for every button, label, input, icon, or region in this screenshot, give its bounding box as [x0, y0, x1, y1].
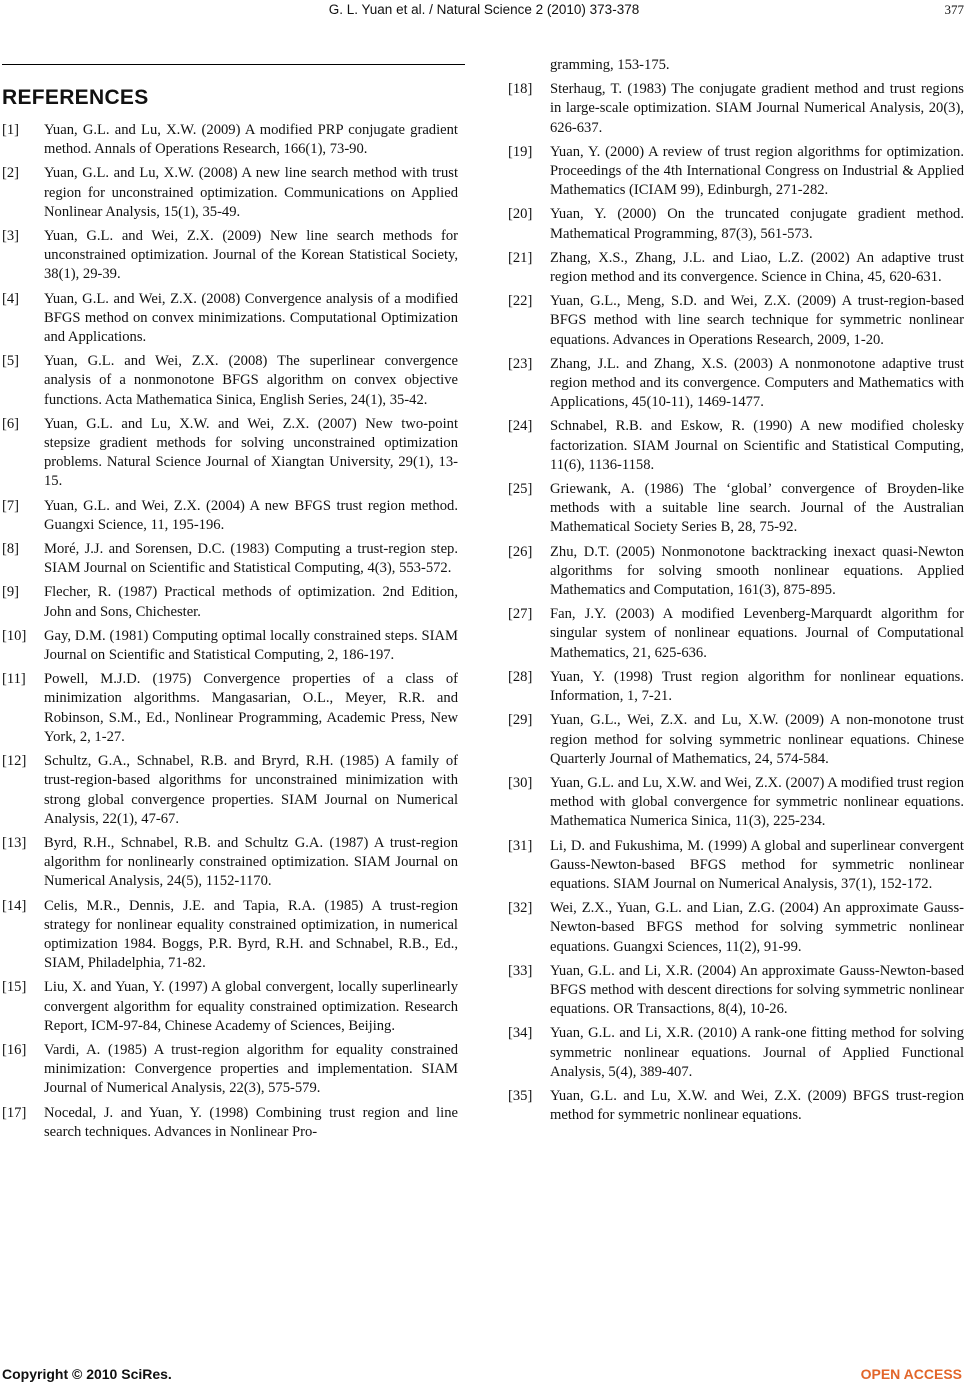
- reference-number: [31]: [508, 837, 533, 854]
- reference-text: Gay, D.M. (1981) Computing optimal locally constrained steps. SIAM Journal on Scientific and Statistical Computing, 2, 186-197.: [44, 627, 458, 664]
- reference-item: [508, 249, 964, 287]
- references-left-column: [2, 121, 458, 1147]
- reference-text: Yuan, G.L. and Li, X.R. (2010) A rank-one fitting method for solving symmetric nonlinear equations. Journal of Applied Functional Analysis, 5(4), 389-407.: [550, 1025, 964, 1080]
- reference-number: [11]: [2, 671, 26, 688]
- reference-text: Yuan, G.L. and Lu, X.W. (2008) A new line search method with trust region for unconstrained optimization. Communications on Applied Nonlinear Analysis, 15(1), 35-49.: [44, 165, 458, 220]
- reference-item: [508, 668, 964, 706]
- running-title: G. L. Yuan et al. / Natural Science 2 (2010) 373-378: [328, 2, 640, 17]
- reference-text: Celis, M.R., Dennis, J.E. and Tapia, R.A. (1985) A trust-region strategy for nonlinear equality constrained optimization, in numerical optimization 1984. Boggs, P.R. Byrd, R.H. and Schnabel, R.B., Ed., SIAM, Philadelphia, 71-82.: [44, 897, 458, 972]
- reference-text: Yuan, G.L. and Li, X.R. (2004) An approximate Gauss-Newton-based BFGS method with descent directions for solving symmetric nonlinear equations. OR Transactions, 8(4), 10-26.: [550, 962, 964, 1018]
- page-number: 377: [944, 2, 964, 17]
- reference-number: [28]: [508, 668, 533, 685]
- reference-text: Zhu, D.T. (2005) Nonmonotone backtracking inexact quasi-Newton algorithms for solving smooth nonlinear equations. Applied Mathematics and Computation, 161(3), 875-895.: [550, 543, 964, 599]
- reference-item: [508, 143, 964, 201]
- reference-number: [22]: [508, 293, 533, 310]
- reference-number: [8]: [2, 541, 20, 558]
- reference-number: [14]: [2, 897, 27, 914]
- reference-item: [2, 497, 458, 535]
- reference-text: Powell, M.J.D. (1975) Convergence properties of a class of minimization algorithms. Mangasarian, O.L., Meyer, R.R. and Robinson, S.M., Ed., Nonlinear Programming, Academic Press, New York, 2, 1-27.: [44, 671, 458, 745]
- reference-number: [21]: [508, 249, 533, 266]
- reference-text: Liu, X. and Yuan, Y. (1997) A global convergent, locally superlinearly convergent algorithm for equality constrained optimization. Research Report, ICM-97-84, Chinese Academy of Sciences, Beijing.: [44, 979, 458, 1034]
- reference-item: [2, 164, 458, 222]
- reference-number: [32]: [508, 900, 533, 917]
- reference-item: [2, 227, 458, 285]
- reference-item: [508, 605, 964, 663]
- reference-number: [1]: [2, 122, 20, 138]
- reference-number: [15]: [2, 979, 27, 996]
- reference-text: Wei, Z.X., Yuan, G.L. and Lian, Z.G. (2004) An approximate Gauss-Newton-based BFGS method for solving symmetric nonlinear equations. Guangxi Sciences, 11(2), 91-99.: [550, 900, 964, 955]
- reference-item: [2, 1104, 458, 1142]
- reference-item: [2, 415, 458, 492]
- reference-number: [24]: [508, 418, 533, 435]
- references-heading: REFERENCES: [2, 86, 149, 109]
- reference-text: Zhang, J.L. and Zhang, X.S. (2003) A nonmonotone adaptive trust region method and its convergence. Computers and Mathematics with Applications, 45(10-11), 1469-1477.: [550, 355, 964, 411]
- reference-number: [16]: [2, 1041, 27, 1058]
- reference-text: Nocedal, J. and Yuan, Y. (1998) Combining trust region and line search techniques. Advances in Nonlinear Pro-: [44, 1104, 458, 1140]
- reference-item: [2, 897, 458, 974]
- reference-text: Schnabel, R.B. and Eskow, R. (1990) A new modified cholesky factorization. SIAM Journal on Scientific and Statistical Computing, 11(6), 1136-1158.: [550, 418, 964, 473]
- reference-number: [12]: [2, 753, 27, 770]
- reference-text: Yuan, G.L. and Wei, Z.X. (2008) Convergence analysis of a modified BFGS method on convex minimizations. Computational Optimization and Applications.: [44, 290, 458, 346]
- running-header: [0, 1, 968, 19]
- reference-text: Schultz, G.A., Schnabel, R.B. and Bryrd, R.H. (1985) A family of trust-region-based algorithms for unconstrained minimization with strong global convergence properties. SIAM Journal on Numerical Analysis, 22(1), 47-67.: [44, 753, 458, 827]
- reference-number: [30]: [508, 774, 533, 791]
- reference-item: [2, 1041, 458, 1099]
- reference-number: [23]: [508, 355, 533, 372]
- reference-text: Sterhaug, T. (1983) The conjugate gradient method and trust regions in large-scale optimization. SIAM Journal Numerical Analysis, 20(3), 626-637.: [550, 81, 964, 136]
- reference-item: [2, 978, 458, 1036]
- reference-item: [508, 774, 964, 832]
- reference-text: Yuan, Y. (1998) Trust region algorithm for nonlinear equations. Information, 1, 7-21.: [550, 668, 964, 705]
- reference-number: [13]: [2, 834, 27, 851]
- reference-text: Yuan, G.L. and Lu, X.W. and Wei, Z.X. (2007) A modified trust region method with global convergence for symmetric nonlinear equations. Mathematica Numerica Sinica, 11(3), 225-234.: [550, 774, 964, 830]
- reference-text: Yuan, G.L. and Wei, Z.X. (2004) A new BFGS trust region method. Guangxi Science, 11, 195-196.: [44, 497, 458, 533]
- reference-item: [2, 352, 458, 410]
- reference-item: [2, 121, 458, 159]
- continued-reference-text: gramming, 153-175.: [550, 57, 670, 73]
- reference-number: [29]: [508, 712, 533, 729]
- references-right-column: [508, 56, 964, 1130]
- reference-text: Yuan, G.L., Meng, S.D. and Wei, Z.X. (2009) A trust-region-based BFGS method with line search technique for symmetric nonlinear equations. Advances in Operations Research, 2009, 1-20.: [550, 293, 964, 348]
- reference-text: Yuan, G.L. and Lu, X.W. and Wei, Z.X. (2009) BFGS trust-region method for symmetric nonlinear equations.: [550, 1087, 964, 1124]
- reference-number: [10]: [2, 627, 27, 644]
- reference-item: [508, 417, 964, 475]
- reference-number: [18]: [508, 81, 533, 98]
- reference-item: [508, 543, 964, 601]
- reference-text: Fan, J.Y. (2003) A modified Levenberg-Marquardt algorithm for singular system of nonlinear equations. Journal of Computational Mathematics, 21, 625-636.: [550, 606, 964, 661]
- reference-item: [508, 205, 964, 243]
- reference-text: Moré, J.J. and Sorensen, D.C. (1983) Computing a trust-region step. SIAM Journal on Scientific and Statistical Computing, 4(3), 553-572.: [44, 541, 458, 577]
- reference-number: [6]: [2, 415, 20, 432]
- reference-number: [35]: [508, 1087, 533, 1104]
- reference-item: [508, 837, 964, 895]
- reference-number: [9]: [2, 584, 20, 601]
- reference-number: [26]: [508, 543, 533, 560]
- reference-number: [19]: [508, 143, 533, 160]
- reference-item: [508, 480, 964, 538]
- reference-item: [2, 540, 458, 578]
- reference-text: Griewank, A. (1986) The ‘global’ convergence of Broyden-like methods with a suitable line search. Journal of the Australian Mathematical Society Series B, 28, 75-92.: [550, 481, 964, 536]
- reference-text: Yuan, G.L. and Lu, X.W. (2009) A modified PRP conjugate gradient method. Annals of Operations Research, 166(1), 73-90.: [44, 122, 458, 158]
- reference-item: [2, 752, 458, 829]
- open-access-label: OPEN ACCESS: [860, 1366, 962, 1382]
- reference-item: [508, 962, 964, 1020]
- reference-item: [508, 711, 964, 769]
- reference-item: [2, 583, 458, 621]
- reference-number: [33]: [508, 962, 533, 979]
- reference-item: [508, 292, 964, 350]
- reference-number: [5]: [2, 353, 20, 370]
- reference-item: [508, 1087, 964, 1125]
- reference-item: [508, 1024, 964, 1082]
- reference-text: Yuan, G.L. and Lu, X.W. and Wei, Z.X. (2007) New two-point stepsize gradient methods for solving unconstrained optimization problems. Natural Science Journal of Xiangtan University, 29(1), 13-15.: [44, 415, 458, 490]
- reference-number: [25]: [508, 481, 533, 498]
- reference-text: Flecher, R. (1987) Practical methods of optimization. 2nd Edition, John and Sons, Chichester.: [44, 584, 458, 620]
- reference-item: [508, 355, 964, 413]
- reference-item: [508, 899, 964, 957]
- reference-text: Vardi, A. (1985) A trust-region algorithm for equality constrained minimization: Convergence properties and implementation. SIAM Journal of Numerical Analysis, 22(3), 575-579.: [44, 1041, 458, 1097]
- reference-text: Byrd, R.H., Schnabel, R.B. and Schultz G.A. (1987) A trust-region algorithm for nonlinearly constrained optimization. SIAM Journal on Numerical Analysis, 24(5), 1152-1170.: [44, 834, 458, 890]
- reference-number: [20]: [508, 206, 533, 223]
- reference-number: [4]: [2, 290, 20, 307]
- reference-text: Yuan, G.L. and Wei, Z.X. (2009) New line search methods for unconstrained optimization. Journal of the Korean Statistical Society, 38(1), 29-39.: [44, 228, 458, 283]
- reference-item: [2, 670, 458, 747]
- reference-number: [2]: [2, 165, 20, 182]
- reference-text: Yuan, Y. (2000) On the truncated conjugate gradient method. Mathematical Programming, 87(3), 561-573.: [550, 206, 964, 242]
- reference-number: [17]: [2, 1104, 27, 1121]
- section-divider: [2, 64, 465, 65]
- copyright-notice: Copyright © 2010 SciRes.: [2, 1366, 172, 1382]
- reference-text: Li, D. and Fukushima, M. (1999) A global and superlinear convergent Gauss-Newton-based BFGS method for symmetric nonlinear equations. SIAM Journal on Numerical Analysis, 37(1), 152-172.: [550, 837, 964, 892]
- reference-number: [27]: [508, 606, 533, 623]
- reference-number: [7]: [2, 497, 20, 514]
- reference-item: [2, 627, 458, 665]
- reference-number: [3]: [2, 228, 20, 245]
- reference-number: [34]: [508, 1025, 533, 1042]
- reference-text: Yuan, G.L., Wei, Z.X. and Lu, X.W. (2009) A non-monotone trust region method for solving symmetric nonlinear equations. Chinese Quarterly Journal of Mathematics, 24, 574-584.: [550, 712, 964, 767]
- reference-text: Yuan, Y. (2000) A review of trust region algorithms for optimization. Proceedings of the 4th International Congress on Industrial & Applied Mathematics (ICIAM 99), Edinburgh, 271-282.: [550, 143, 964, 199]
- reference-text: Yuan, G.L. and Wei, Z.X. (2008) The superlinear convergence analysis of a nonmonotone BFGS algorithm on convex objective functions. Acta Mathematica Sinica, English Series, 24(1), 35-42.: [44, 353, 458, 408]
- reference-item: [508, 80, 964, 138]
- reference-item: [2, 290, 458, 348]
- reference-item: [2, 834, 458, 892]
- reference-text: Zhang, X.S., Zhang, J.L. and Liao, L.Z. (2002) An adaptive trust region method and its convergence. Science in China, 45, 620-631.: [550, 249, 964, 286]
